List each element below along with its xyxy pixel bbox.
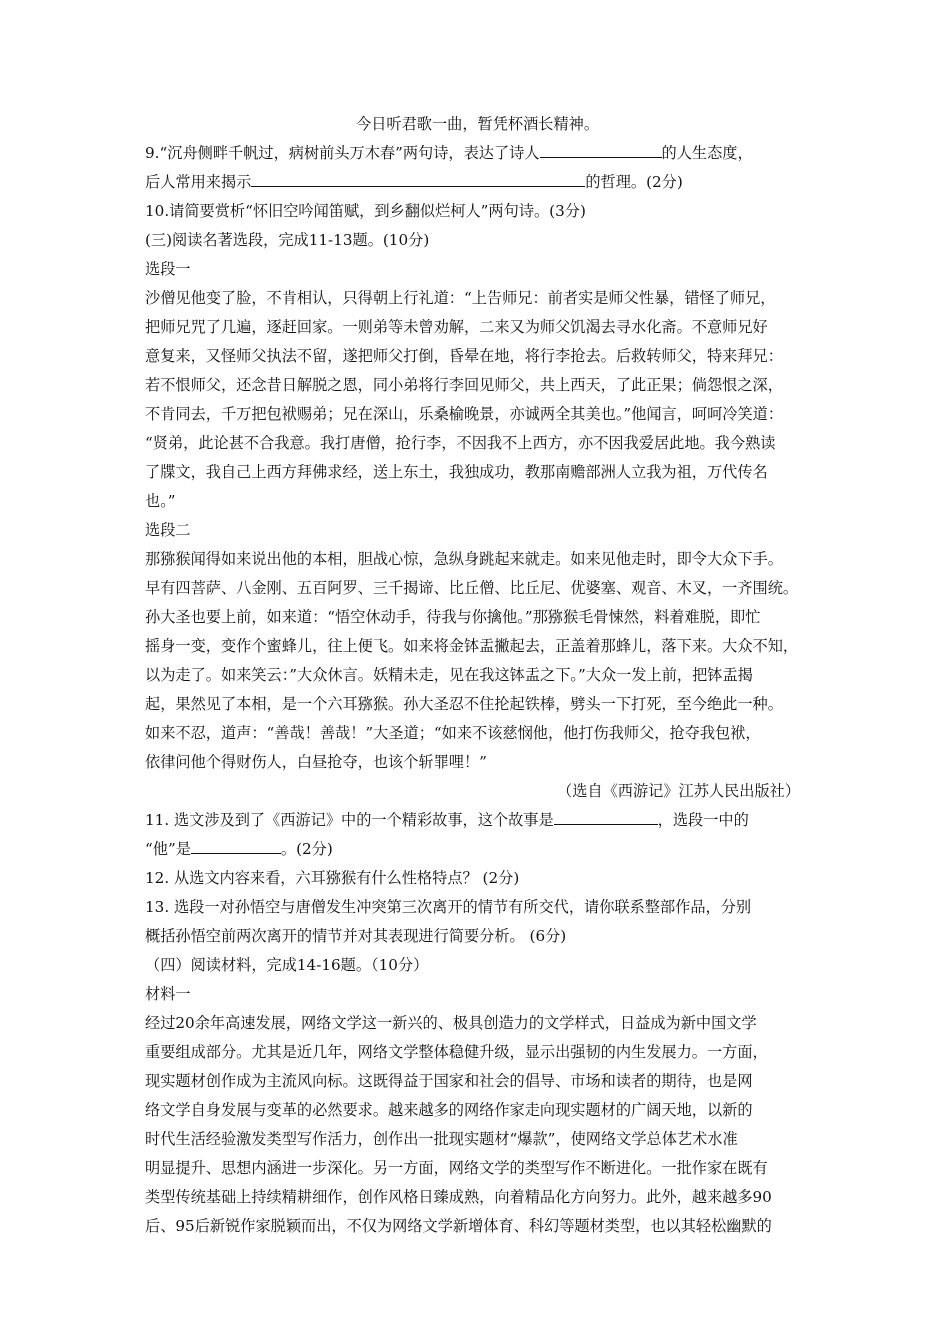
question-9-line-2 [145, 168, 810, 197]
excerpt-1-line: 了牒文，我自己上西方拜佛求经，送上东土，我独成功，教那南赡部洲人立我为祖，万代传名 [145, 463, 768, 481]
q11-text-c: “他”是 [145, 840, 191, 858]
excerpt-1-line: 沙僧见他变了脸，不肯相认，只得朝上行礼道：“上告师兄：前者实是师父性暴，错怪了师兄， [145, 289, 776, 307]
excerpt-1-line: 不肯同去，千万把包袱赐弟；兄在深山，乐桑榆晚景，亦诚两全其美也。”他闻言，呵呵冷笑道： [145, 405, 784, 423]
material-1-label: 材料一 [145, 985, 191, 1003]
excerpt-2-line: 依律问他个得财伤人，白昼抢夺，也该个斩罪哩！” [145, 753, 487, 771]
excerpt-1-line: 意复来，又怪师父执法不留，遂把师父打倒，昏晕在地，将行李抢去。后救转师父，特来拜兄： [145, 347, 783, 365]
q9-text-a: 9.“沉舟侧畔千帆过，病树前头万木春”两句诗，表达了诗人 [145, 144, 540, 162]
material-1-line: 明显提升、思想内涵进一步深化。另一方面，网络文学的类型写作不断进化。一批作家在既有 [145, 1159, 768, 1177]
q11-text-d: 。(2分) [280, 840, 333, 858]
material-1-line: 类型传统基础上持续精耕细作，创作风格日臻成熟，向着精品化方向努力。此外，越来越多90 [145, 1188, 772, 1206]
q9-answer-blank-1[interactable] [540, 139, 662, 158]
q11-answer-blank-2[interactable] [191, 835, 281, 854]
excerpt-1-line: 若不恨师父，还念昔日解脱之恩，同小弟将行李回见师父，共上西天，了此正果；倘怨恨之深， [145, 376, 783, 394]
excerpt-1-line: “贤弟，此论甚不合我意。我打唐僧，抢行李，不因我不上西方，亦不因我爱居此地。我今熟读 [145, 434, 776, 452]
excerpt-1-line: 也。” [145, 492, 176, 510]
excerpt-2-line: 如来不忍，道声：“善哉！善哉！”大圣道；“如来不该慈悯他，他打伤我师父，抢夺我包袱， [145, 724, 761, 742]
material-1-line: 经过20余年高速发展，网络文学这一新兴的、极具创造力的文学样式，日益成为新中国文学 [145, 1014, 757, 1032]
excerpt-1-label: 选段一 [145, 260, 191, 278]
material-1-line: 重要组成部分。尤其是近几年，网络文学整体稳健升级，显示出强韧的内生发展力。一方面， [145, 1043, 768, 1061]
material-1-line: 时代生活经验激发类型写作活力，创作出一批现实题材“爆款”，使网络文学总体艺术水准 [145, 1130, 738, 1148]
excerpt-1-body [145, 284, 810, 516]
excerpt-2-line: 那猕猴闻得如来说出他的本相，胆战心惊，急纵身跳起来就走。如来见他走时，即令大众下手。 [145, 550, 783, 568]
q9-text-d: 的哲理。(2分) [585, 173, 683, 191]
excerpt-2-line: 起，果然见了本相，是一个六耳猕猴。孙大圣忍不住抡起铁棒，劈头一下打死，至今绝此一种。 [145, 695, 783, 713]
excerpt-1-line: 把师兄咒了几遍，逐赶回家。一则弟等未曾劝解，二来又为师父饥渴去寻水化斋。不意师兄好 [145, 318, 768, 336]
q11-text-b: ，选段一中的 [657, 811, 749, 829]
excerpt-2-line: 以为走了。如来笑云：”大众休言。妖精未走，见在我这钵盂之下。”大众一发上前，把钵盂揭 [145, 666, 753, 684]
material-1-line: 络文学自身发展与变革的必然要求。越来越多的网络作家走向现实题材的广阔天地，以新的 [145, 1101, 753, 1119]
q9-answer-blank-2[interactable] [251, 168, 585, 187]
excerpt-2-line: 摇身一变，变作个蜜蜂儿，往上便飞。如来将金钵盂撇起去，正盖着那蜂儿，落下来。大众不知， [145, 637, 799, 655]
excerpt-2-body [145, 545, 810, 777]
excerpt-source: （选自《西游记》江苏人民出版社） [557, 782, 800, 800]
q9-text-c: 后人常用来揭示 [145, 173, 252, 191]
excerpt-2-line: 早有四菩萨、八金刚、五百阿罗、三千揭谛、比丘僧、比丘尼、优婆塞、观音、木叉，一齐围统。 [145, 579, 799, 597]
q9-text-b: 的人生态度， [661, 144, 753, 162]
section-3-heading: (三)阅读名著选段，完成11-13题。(10分) [145, 231, 430, 249]
section-4-heading: （四）阅读材料，完成14-16题。（10分） [145, 956, 429, 974]
question-11-line-2 [145, 835, 810, 864]
question-13-line: 概括孙悟空前两次离开的情节并对其表现进行简要分析。 (6分) [145, 927, 567, 945]
poem-last-line: 今日听君歌一曲，暂凭杯酒长精神。 [356, 115, 599, 133]
q11-text-a: 11. 选文涉及到了《西游记》中的一个精彩故事，这个故事是 [145, 811, 554, 829]
excerpt-2-line: 孙大圣也要上前，如来道：“悟空休动手，待我与你擒他。”那猕猴毛骨悚然，料着难脱，即忙 [145, 608, 761, 626]
material-1-line: 现实题材创作成为主流风向标。这既得益于国家和社会的倡导、市场和读者的期待，也是网 [145, 1072, 753, 1090]
q11-answer-blank-1[interactable] [554, 806, 658, 825]
question-13-line: 13. 选段一对孙悟空与唐僧发生冲突第三次离开的情节有所交代，请你联系整部作品，分别 [145, 898, 752, 916]
material-1-body [145, 1009, 810, 1241]
material-1-line: 后、95后新锐作家脱颖而出，不仅为网络文学新增体育、科幻等题材类型，也以其轻松幽默的 [145, 1217, 772, 1235]
question-9-line-1 [145, 139, 810, 168]
question-11-line-1 [145, 806, 810, 835]
question-12: 12. 从选文内容来看，六耳猕猴有什么性格特点？ (2分) [145, 869, 520, 887]
excerpt-2-label: 选段二 [145, 521, 191, 539]
question-10: 10.请简要赏析“怀旧空吟闻笛赋，到乡翻似烂柯人”两句诗。(3分) [145, 202, 586, 220]
document-page [145, 110, 810, 1241]
